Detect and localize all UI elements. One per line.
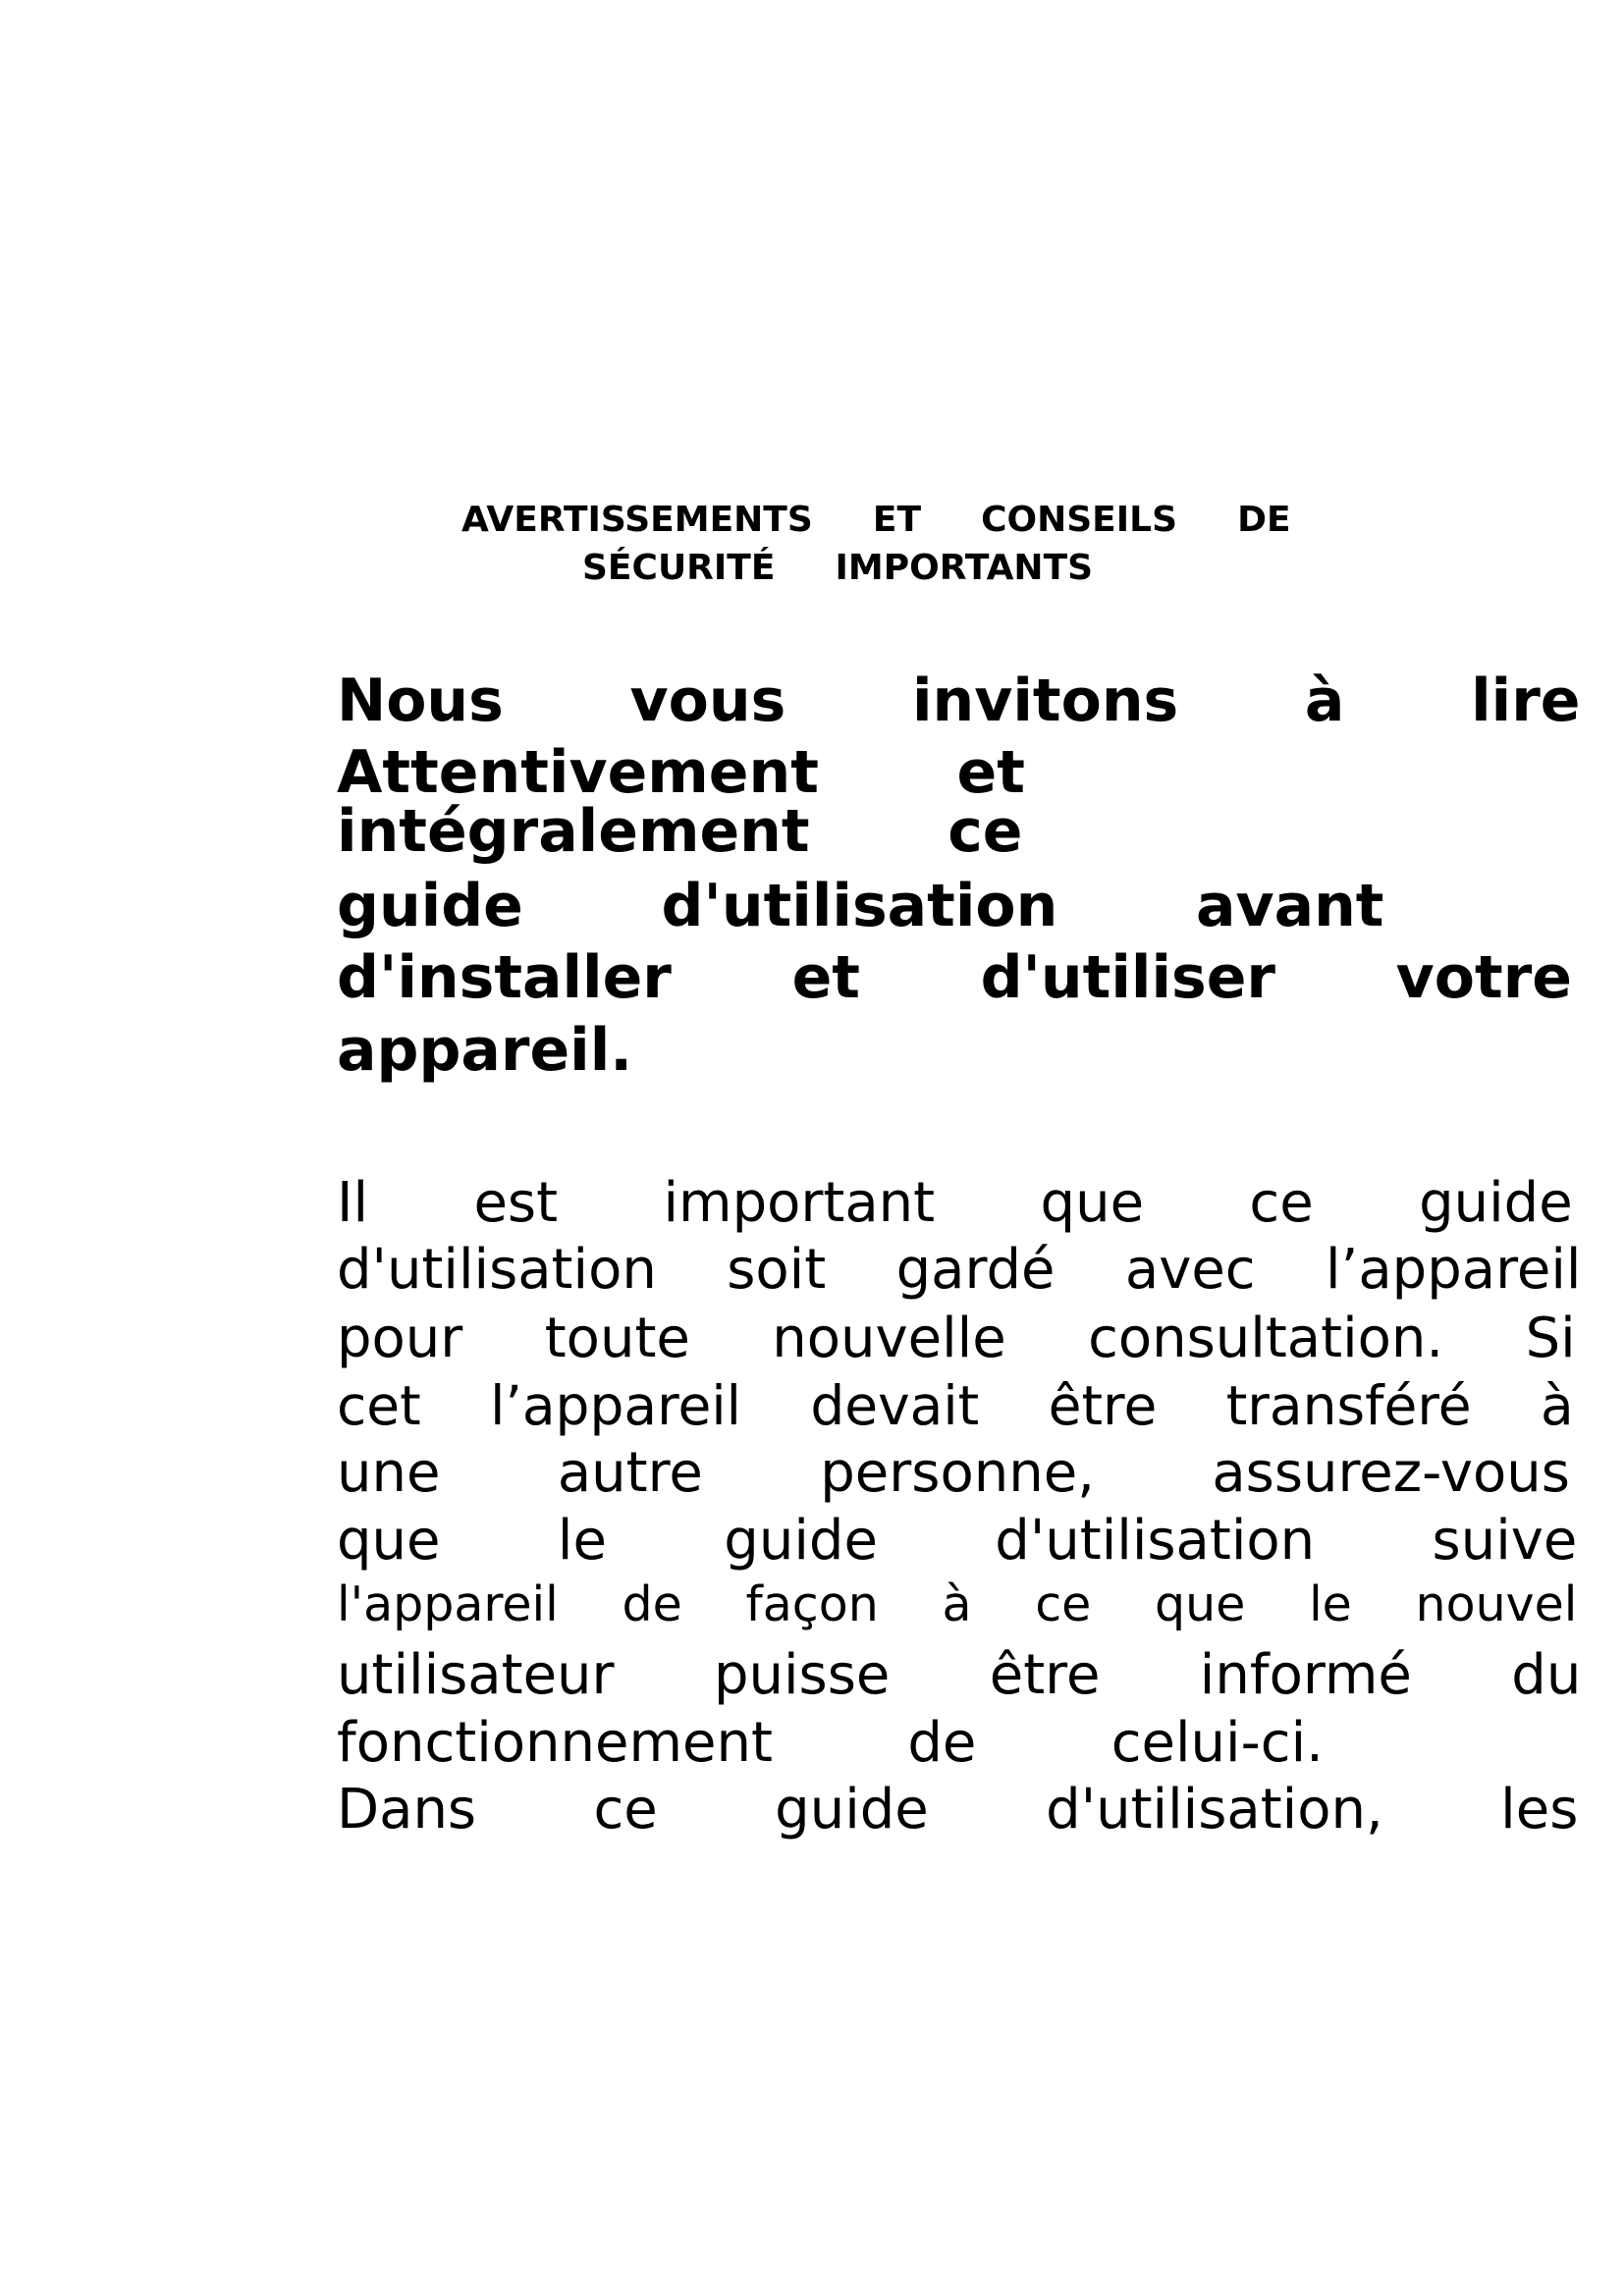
body-paragraph-line: utilisateur puisse être informé du xyxy=(337,1643,1582,1707)
lead-paragraph-line: d'installer et d'utiliser votre xyxy=(337,943,1572,1012)
body-paragraph-line: pour toute nouvelle consultation. Si xyxy=(337,1307,1576,1370)
lead-paragraph-line: guide d'utilisation avant xyxy=(337,872,1384,940)
lead-paragraph-line: Nous vous invitons à lire xyxy=(337,667,1581,735)
lead-paragraph-line: appareil. xyxy=(337,1016,633,1085)
body-paragraph-line: Dans ce guide d'utilisation, les xyxy=(337,1778,1579,1842)
body-paragraph-line: d'utilisation soit gardé avec l’appareil xyxy=(337,1238,1582,1302)
body-paragraph-line: Il est important que ce guide xyxy=(337,1171,1573,1235)
body-paragraph-line: cet l’appareil devait être transféré à xyxy=(337,1374,1574,1437)
lead-paragraph-line: Attentivement et xyxy=(337,738,1025,807)
section-heading-line-2: SÉCURITÉ IMPORTANTS xyxy=(582,548,1094,588)
body-paragraph-line: une autre personne, assurez-vous xyxy=(337,1441,1570,1505)
body-paragraph-line: fonctionnement de celui-ci. xyxy=(337,1711,1324,1775)
section-heading-line-1: AVERTISSEMENTS ET CONSEILS DE xyxy=(461,500,1291,540)
body-paragraph-line: l'appareil de façon à ce que le nouvel xyxy=(337,1576,1578,1632)
body-paragraph-line: que le guide d'utilisation suive xyxy=(337,1509,1578,1573)
lead-paragraph-line: intégralement ce xyxy=(337,797,1023,866)
